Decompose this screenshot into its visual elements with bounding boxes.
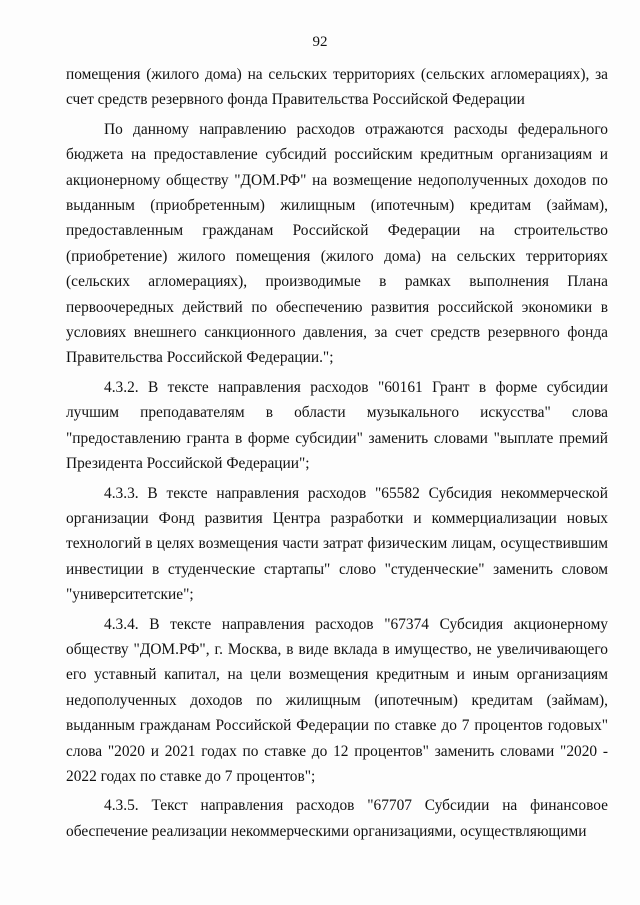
paragraph-4-3-5: 4.3.5. Текст направления расходов "67707 Субсидии на финансовое обеспечение реализации некоммерческими организациями, осуществляющими xyxy=(66,797,608,840)
paragraph-4-3-3: 4.3.3. В тексте направления расходов "65582 Субсидия некоммерческой организации Фонд развития Центра разработки и коммерциализации новых технологий в целях возмещения части затрат физическим лицам, осуществившим инвестиции в студенческие стартапы" слово "студенческие" заменить словом "университетские"; xyxy=(66,484,608,604)
paragraph-4-3-4: 4.3.4. В тексте направления расходов "67374 Субсидия акционерному обществу "ДОМ.РФ", г. Москва, в виде вклада в имущество, не увеличивающего его уставный капитал, на цели возмещения кредитным и иным организациям недополученных доходов по жилищным (ипотечным) кредитам (займам), выданным гражданам Российской Федерации по ставке до 7 процентов годовых" слова "2020 и 2021 годах по ставке до 12 процентов" заменить словами "2020 - 2022 годах по ставке до 7 процентов"; xyxy=(66,615,608,785)
paragraph-4-3-2: 4.3.2. В тексте направления расходов "60161 Грант в форме субсидии лучшим преподавателям в области музыкального искусства" слова "предоставлению гранта в форме субсидии" заменить словами "выплате премий Президента Российской Федерации"; xyxy=(66,378,608,473)
paragraph-continuation: помещения (жилого дома) на сельских территориях (сельских агломерациях), за счет средств резервного фонда Правительства Российской Федерации xyxy=(66,66,608,109)
document-body xyxy=(66,62,608,844)
page-number: 92 xyxy=(312,34,328,50)
paragraph-expense-description: По данному направлению расходов отражаются расходы федерального бюджета на предоставление субсидий российским кредитным организациям и акционерному обществу "ДОМ.РФ" на возмещение недополученных доходов по выданным (приобретенным) жилищным (ипотечным) кредитам (займам), предоставленным гражданам Российской Федерации на строительство (приобретение) жилого помещения (жилого дома) на сельских территориях (сельских агломерациях), производимые в рамках выполнения Плана первоочередных действий по обеспечению развития российской экономики в условиях внешнего санкционного давления, за счет средств резервного фонда Правительства Российской Федерации."; xyxy=(66,120,608,367)
